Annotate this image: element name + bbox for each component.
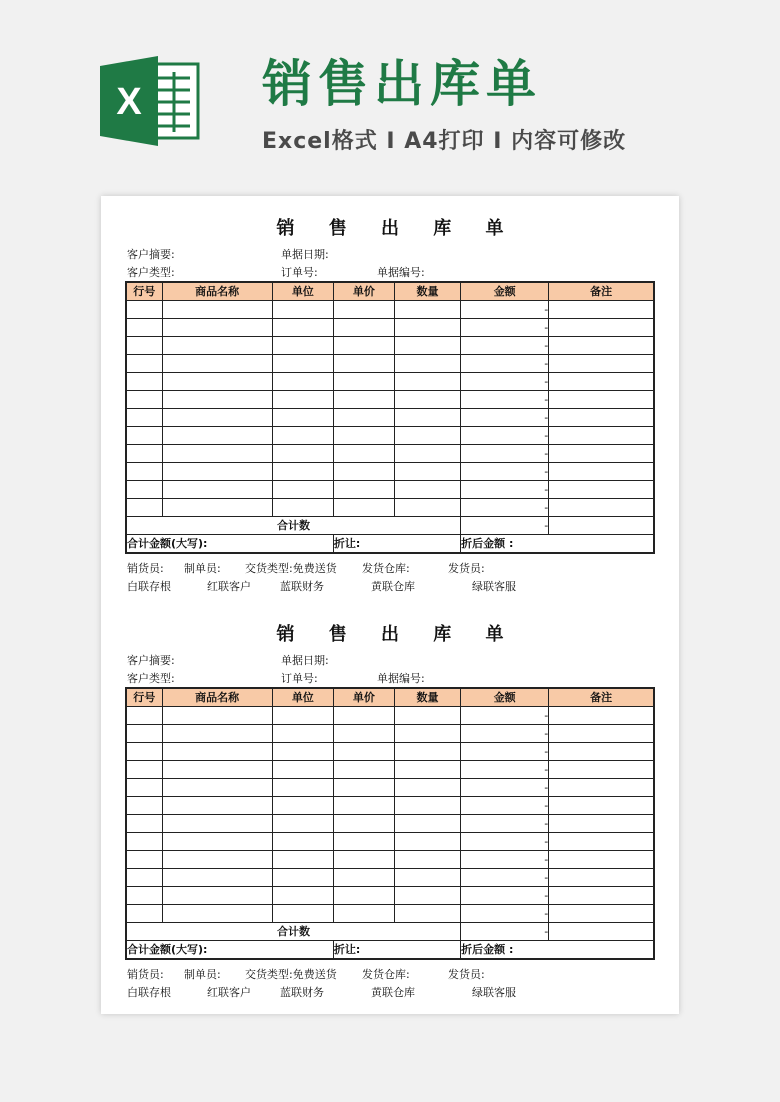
table-row [126,319,654,337]
column-header: 数量 [394,282,460,301]
table-cell[interactable] [162,481,272,499]
table-cell[interactable] [272,301,333,319]
subtotal-row [126,517,654,535]
table-cell[interactable] [333,815,394,833]
column-header: 单价 [333,282,394,301]
table-row [126,815,654,833]
table-row [126,887,654,905]
column-header: 单位 [272,282,333,301]
table-cell[interactable] [549,517,654,535]
table-cell[interactable] [272,499,333,517]
table-cell[interactable] [333,463,394,481]
amount-cell[interactable]: - [461,337,549,355]
table-cell[interactable] [394,779,460,797]
amount-cell[interactable]: - [461,319,549,337]
amount-cell[interactable]: - [461,427,549,445]
footer-roles [127,560,647,574]
table-cell[interactable] [272,905,333,923]
table-cell[interactable] [549,499,654,517]
table-cell[interactable] [162,499,272,517]
footer-copy: 红联客户 [207,986,251,999]
table-cell[interactable] [333,887,394,905]
amount-cell[interactable]: - [461,779,549,797]
table-row [126,445,654,463]
table-cell[interactable] [333,427,394,445]
table-cell[interactable] [394,355,460,373]
amount-cell[interactable]: - [461,833,549,851]
table-row [126,355,654,373]
table-cell[interactable] [126,815,162,833]
after-discount-label: 折后金额 : [461,941,654,960]
table-header-row [126,688,654,707]
table-cell[interactable] [126,869,162,887]
table-cell[interactable] [394,427,460,445]
table-cell[interactable] [333,725,394,743]
form-title: 销 售 出 库 单 [276,218,518,239]
table-cell[interactable] [394,707,460,725]
column-header: 备注 [549,688,654,707]
table-cell[interactable] [394,905,460,923]
amount-cell[interactable]: - [461,463,549,481]
table-cell[interactable] [272,391,333,409]
table-cell[interactable] [549,391,654,409]
footer-copies [127,578,647,592]
table-cell[interactable] [333,869,394,887]
table-cell[interactable] [272,445,333,463]
amount-cell[interactable]: - [461,851,549,869]
table-cell[interactable] [162,391,272,409]
table-cell[interactable] [272,743,333,761]
customer-type-label: 客户类型: [127,266,175,279]
table-cell[interactable] [162,355,272,373]
table-cell[interactable] [549,779,654,797]
amount-cell[interactable]: - [461,743,549,761]
footer-role: 发货员: [448,968,485,981]
column-header: 金额 [461,282,549,301]
table-cell[interactable] [394,761,460,779]
amount-cell[interactable]: - [461,481,549,499]
footer-copy: 黄联仓库 [371,580,415,593]
table-cell[interactable] [549,725,654,743]
table-cell[interactable] [394,743,460,761]
footer-roles [127,966,647,980]
table-row [126,409,654,427]
customer-summary-label: 客户摘要: [127,654,175,667]
table-row [126,427,654,445]
table-cell[interactable] [162,869,272,887]
table-cell[interactable] [272,797,333,815]
table-row [126,779,654,797]
table-cell[interactable] [272,833,333,851]
table-cell[interactable] [394,391,460,409]
table-cell[interactable] [272,869,333,887]
table-cell[interactable] [333,409,394,427]
column-header: 单位 [272,688,333,707]
table-cell[interactable] [333,743,394,761]
items-table [125,687,655,960]
table-row [126,337,654,355]
table-row [126,391,654,409]
footer-copy: 白联存根 [127,580,171,593]
table-cell[interactable] [126,319,162,337]
table-row [126,373,654,391]
table-row [126,743,654,761]
amount-cell[interactable]: - [461,355,549,373]
table-cell[interactable] [272,725,333,743]
table-cell[interactable] [126,445,162,463]
table-cell[interactable] [549,923,654,941]
total-uppercase-label: 合计金额(大写): [126,941,333,960]
amount-cell[interactable]: - [461,707,549,725]
amount-cell[interactable]: - [461,887,549,905]
column-header: 商品名称 [162,282,272,301]
footer-copy: 红联客户 [207,580,251,593]
table-cell[interactable] [333,373,394,391]
table-cell[interactable] [549,319,654,337]
table-row [126,761,654,779]
table-cell[interactable] [272,463,333,481]
doc-no-label: 单据编号: [377,672,425,685]
table-cell[interactable] [394,373,460,391]
amount-cell[interactable]: - [461,905,549,923]
table-cell[interactable] [333,833,394,851]
table-cell[interactable] [394,725,460,743]
table-row [126,463,654,481]
table-cell[interactable] [126,743,162,761]
amount-cell[interactable]: - [461,301,549,319]
table-cell[interactable] [126,887,162,905]
footer-role: 销货员: [127,562,164,575]
table-cell[interactable] [126,355,162,373]
order-no-label: 订单号: [281,672,318,685]
discount-label: 折让: [333,535,460,554]
table-cell[interactable] [333,499,394,517]
customer-summary-label: 客户摘要: [127,248,175,261]
sales-form-2 [101,602,679,1007]
footer-copy: 绿联客服 [472,986,516,999]
table-row [126,851,654,869]
table-cell[interactable] [333,391,394,409]
table-cell[interactable] [549,761,654,779]
table-cell[interactable] [549,337,654,355]
excel-icon [100,56,200,146]
table-cell[interactable] [549,355,654,373]
total-row [126,941,654,960]
table-cell[interactable] [394,481,460,499]
amount-cell[interactable]: - [461,725,549,743]
subtotal-label: 合计数 [126,517,461,535]
table-cell[interactable] [549,409,654,427]
table-cell[interactable] [126,851,162,869]
footer-role: 发货仓库: [362,968,410,981]
table-cell[interactable] [126,301,162,319]
table-cell[interactable] [162,761,272,779]
table-cell[interactable] [549,743,654,761]
subtotal-label: 合计数 [126,923,461,941]
column-header: 备注 [549,282,654,301]
amount-cell[interactable]: - [461,797,549,815]
table-row [126,833,654,851]
table-cell[interactable] [162,797,272,815]
table-cell[interactable] [162,409,272,427]
table-cell[interactable] [394,499,460,517]
table-cell[interactable] [162,905,272,923]
footer-role: 销货员: [127,968,164,981]
table-cell[interactable] [333,797,394,815]
table-cell[interactable] [549,905,654,923]
page-subtitle: Excel格式 I A4打印 I 内容可修改 [262,129,627,154]
table-cell[interactable] [162,337,272,355]
table-cell[interactable] [549,707,654,725]
subtotal-amount[interactable]: - [461,923,549,941]
table-cell[interactable] [394,887,460,905]
table-cell[interactable] [126,409,162,427]
column-header: 行号 [126,282,162,301]
table-cell[interactable] [272,707,333,725]
table-cell[interactable] [272,427,333,445]
table-cell[interactable] [272,319,333,337]
table-cell[interactable] [394,815,460,833]
document-page [101,196,679,1014]
footer-role: 发货仓库: [362,562,410,575]
table-header-row [126,282,654,301]
total-uppercase-label: 合计金额(大写): [126,535,333,554]
table-row [126,797,654,815]
table-cell[interactable] [549,427,654,445]
table-cell[interactable] [126,905,162,923]
table-cell[interactable] [333,779,394,797]
table-cell[interactable] [126,707,162,725]
footer-copy: 蓝联财务 [280,986,324,999]
table-cell[interactable] [333,851,394,869]
table-cell[interactable] [394,409,460,427]
table-row [126,905,654,923]
column-header: 数量 [394,688,460,707]
svg-text:X: X [116,81,142,123]
table-cell[interactable] [549,851,654,869]
table-cell[interactable] [162,887,272,905]
table-cell[interactable] [333,905,394,923]
table-cell[interactable] [126,797,162,815]
table-cell[interactable] [162,815,272,833]
table-cell[interactable] [333,319,394,337]
footer-role: 交货类型:免费送货 [245,968,337,981]
table-cell[interactable] [162,373,272,391]
footer-copy: 绿联客服 [472,580,516,593]
table-cell[interactable] [394,301,460,319]
table-row [126,481,654,499]
footer-copy: 白联存根 [127,986,171,999]
table-cell[interactable] [549,797,654,815]
amount-cell[interactable]: - [461,373,549,391]
table-cell[interactable] [394,869,460,887]
table-cell[interactable] [162,707,272,725]
footer-role: 发货员: [448,562,485,575]
column-header: 单价 [333,688,394,707]
table-cell[interactable] [333,301,394,319]
table-cell[interactable] [126,779,162,797]
table-cell[interactable] [126,427,162,445]
table-cell[interactable] [162,301,272,319]
footer-role: 制单员: [184,968,221,981]
table-cell[interactable] [162,463,272,481]
table-cell[interactable] [126,373,162,391]
table-cell[interactable] [126,725,162,743]
table-cell[interactable] [272,355,333,373]
table-row [126,725,654,743]
table-cell[interactable] [333,337,394,355]
table-cell[interactable] [272,761,333,779]
table-row [126,707,654,725]
column-header: 商品名称 [162,688,272,707]
table-cell[interactable] [333,445,394,463]
discount-label: 折让: [333,941,460,960]
table-cell[interactable] [394,797,460,815]
table-cell[interactable] [126,761,162,779]
table-cell[interactable] [162,725,272,743]
table-cell[interactable] [272,815,333,833]
table-row [126,499,654,517]
footer-copy: 蓝联财务 [280,580,324,593]
amount-cell[interactable]: - [461,761,549,779]
table-row [126,301,654,319]
footer-copies [127,984,647,998]
table-cell[interactable] [126,833,162,851]
table-cell[interactable] [394,833,460,851]
table-cell[interactable] [272,851,333,869]
doc-date-label: 单据日期: [281,248,329,261]
table-cell[interactable] [126,463,162,481]
table-row [126,869,654,887]
amount-cell[interactable]: - [461,391,549,409]
table-cell[interactable] [394,337,460,355]
table-cell[interactable] [126,499,162,517]
table-cell[interactable] [272,887,333,905]
table-cell[interactable] [549,833,654,851]
total-row [126,535,654,554]
table-cell[interactable] [272,481,333,499]
table-cell[interactable] [549,301,654,319]
amount-cell[interactable]: - [461,869,549,887]
table-cell[interactable] [162,319,272,337]
table-cell[interactable] [549,373,654,391]
table-cell[interactable] [272,373,333,391]
subtotal-amount[interactable]: - [461,517,549,535]
table-cell[interactable] [549,463,654,481]
doc-date-label: 单据日期: [281,654,329,667]
table-cell[interactable] [126,391,162,409]
table-cell[interactable] [162,833,272,851]
footer-copy: 黄联仓库 [371,986,415,999]
banner-header [0,0,780,190]
table-cell[interactable] [126,481,162,499]
form-title: 销 售 出 库 单 [276,624,518,645]
table-cell[interactable] [333,761,394,779]
amount-cell[interactable]: - [461,499,549,517]
table-cell[interactable] [394,463,460,481]
amount-cell[interactable]: - [461,815,549,833]
table-cell[interactable] [126,337,162,355]
column-header: 行号 [126,688,162,707]
table-cell[interactable] [549,869,654,887]
footer-role: 制单员: [184,562,221,575]
order-no-label: 订单号: [281,266,318,279]
table-cell[interactable] [549,887,654,905]
footer-role: 交货类型:免费送货 [245,562,337,575]
table-cell[interactable] [549,445,654,463]
table-cell[interactable] [272,337,333,355]
table-cell[interactable] [333,481,394,499]
table-cell[interactable] [549,815,654,833]
table-cell[interactable] [272,779,333,797]
table-cell[interactable] [394,851,460,869]
page-title: 销售出库单 [262,55,542,113]
table-cell[interactable] [549,481,654,499]
items-table [125,281,655,554]
table-cell[interactable] [162,779,272,797]
table-cell[interactable] [394,319,460,337]
table-cell[interactable] [162,743,272,761]
after-discount-label: 折后金额 : [461,535,654,554]
table-cell[interactable] [272,409,333,427]
amount-cell[interactable]: - [461,445,549,463]
amount-cell[interactable]: - [461,409,549,427]
table-cell[interactable] [162,851,272,869]
subtotal-row [126,923,654,941]
customer-type-label: 客户类型: [127,672,175,685]
column-header: 金额 [461,688,549,707]
table-cell[interactable] [394,445,460,463]
doc-no-label: 单据编号: [377,266,425,279]
table-cell[interactable] [333,355,394,373]
sales-form-1 [101,196,679,601]
table-cell[interactable] [162,445,272,463]
table-cell[interactable] [333,707,394,725]
table-cell[interactable] [162,427,272,445]
